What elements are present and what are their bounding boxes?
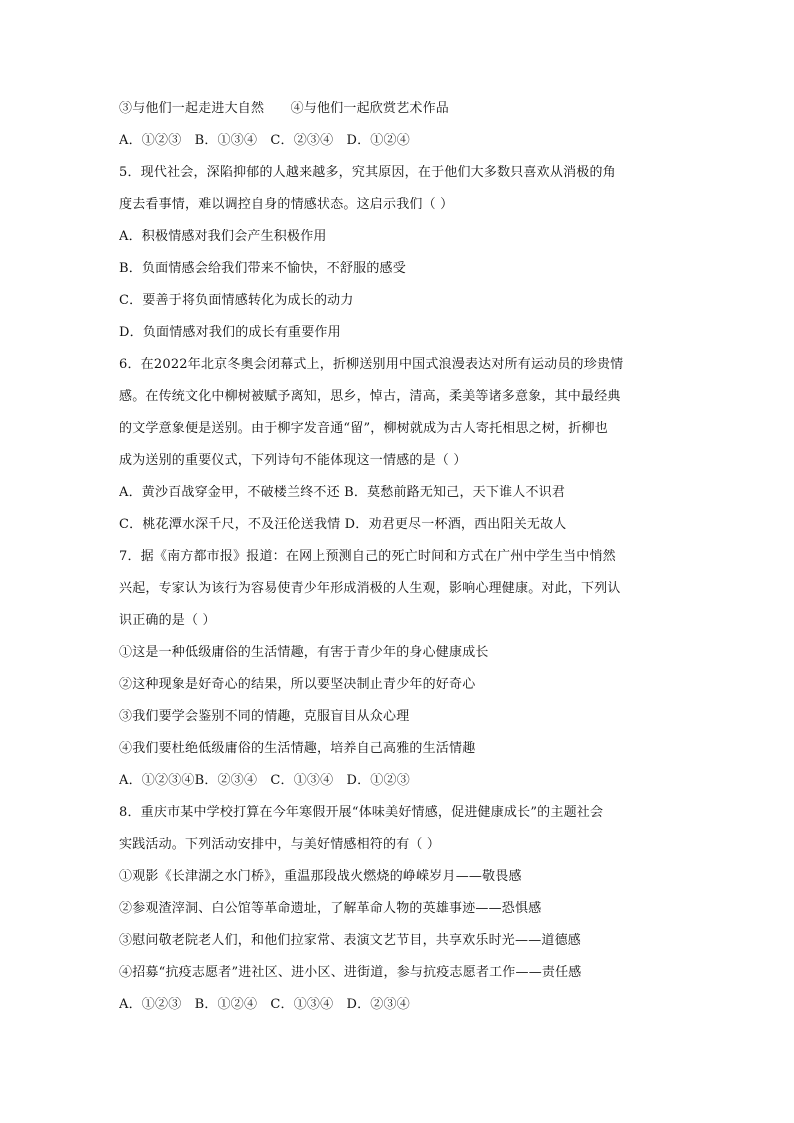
option-line: ③与他们一起走进大自然 ④与他们一起欣赏艺术作品 — [119, 101, 450, 116]
answer-options: A．①②③ B．①③④ C．②③④ D．①②④ — [119, 133, 410, 148]
question-5-option-c: C．要善于将负面情感转化为成长的动力 — [119, 293, 354, 308]
question-7-options: A．①②③④B．②③④ C．①③④ D．①②③ — [119, 773, 410, 788]
question-8-item-2: ②参观渣滓洞、白公馆等革命遗址，了解革命人物的英雄事迹——恐惧感 — [119, 901, 542, 916]
question-6-options-cd: C．桃花潭水深千尺，不及汪伦送我情 D．劝君更尽一杯酒，西出阳关无故人 — [119, 517, 567, 532]
question-7-stem: 7．据《南方都市报》报道：在网上预测自己的死亡时间和方式在广州中学生当中悄然 — [119, 549, 616, 564]
question-8-item-1: ①观影《长津湖之水门桥》，重温那段战火燃烧的峥嵘岁月——敬畏感 — [119, 869, 522, 884]
question-7-item-1: ①这是一种低级庸俗的生活情趣，有害于青少年的身心健康成长 — [119, 645, 489, 660]
question-5-option-d: D．负面情感对我们的成长有重要作用 — [119, 325, 341, 340]
question-8-stem: 8．重庆市某中学校打算在今年寒假开展“体味美好情感，促进健康成长”的主题社会 — [119, 805, 604, 820]
question-7-stem-cont: 识正确的是（ ） — [119, 613, 216, 628]
question-6-stem: 6．在2022年北京冬奥会闭幕式上，折柳送别用中国式浪漫表达对所有运动员的珍贵情 — [119, 357, 624, 372]
question-8-options: A．①②③ B．①②④ C．①③④ D．②③④ — [119, 997, 410, 1012]
question-5-stem: 5．现代社会，深陷抑郁的人越来越多，究其原因，在于他们大多数只喜欢从消极的角 — [119, 165, 616, 180]
question-6-stem-cont: 感。在传统文化中柳树被赋予离知，思乡，悼古，清高，柔美等诸多意象，其中最经典 — [119, 389, 621, 404]
question-7-item-4: ④我们要杜绝低级庸俗的生活情趣，培养自己高雅的生活情趣 — [119, 741, 476, 756]
question-5-option-b: B．负面情感会给我们带来不愉快，不舒服的感受 — [119, 261, 406, 276]
question-5-stem-cont: 度去看事情，难以调控自身的情感状态。这启示我们（ ） — [119, 197, 454, 212]
question-8-item-3: ③慰问敬老院老人们，和他们拉家常、表演文艺节目，共享欢乐时光——道德感 — [119, 933, 582, 948]
question-7-stem-cont: 兴起，专家认为该行为容易使青少年形成消极的人生观，影响心理健康。对此，下列认 — [119, 581, 621, 596]
question-7-item-3: ③我们要学会鉴别不同的情趣，克服盲目从众心理 — [119, 709, 410, 724]
question-5-option-a: A．积极情感对我们会产生积极作用 — [119, 229, 327, 244]
question-8-item-4: ④招募“抗疫志愿者”进社区、进小区、进街道，参与抗疫志愿者工作——责任感 — [119, 965, 582, 980]
question-8-stem-cont: 实践活动。下列活动安排中，与美好情感相符的有（ ） — [119, 837, 441, 852]
question-7-item-2: ②这种现象是好奇心的结果，所以要坚决制止青少年的好奇心 — [119, 677, 476, 692]
question-6-stem-cont: 的文学意象便是送别。由于柳字发音通“留”，柳树就成为古人寄托相思之树，折柳也 — [119, 421, 608, 436]
question-6-stem-cont: 成为送别的重要仪式，下列诗句不能体现这一情感的是（ ） — [119, 453, 467, 468]
question-6-options-ab: A．黄沙百战穿金甲，不破楼兰终不还 B．莫愁前路无知己，天下谁人不识君 — [119, 485, 566, 500]
